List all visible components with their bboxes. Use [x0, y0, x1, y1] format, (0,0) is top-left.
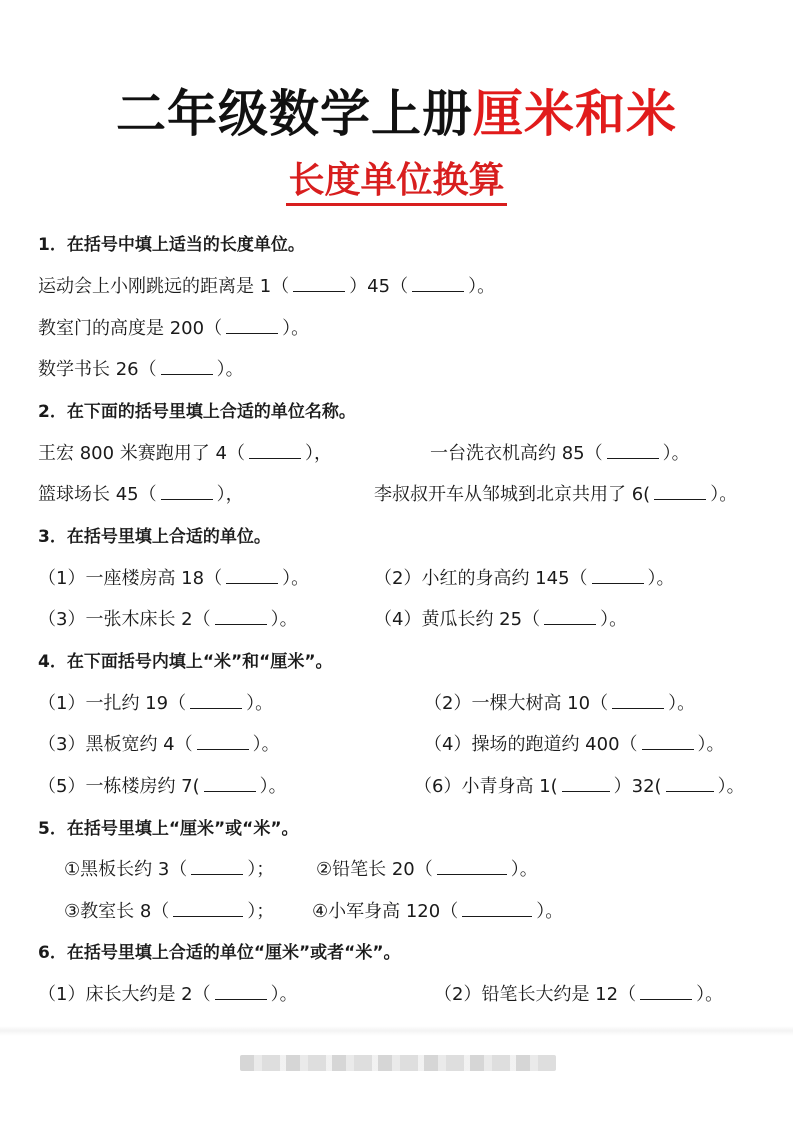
q3-text: （1）一座楼房高 18（ — [38, 568, 223, 589]
q1-text: ）。 — [468, 276, 496, 297]
q2-text: 一台洗衣机高约 85（ — [430, 443, 603, 464]
q5-text: ）； — [247, 859, 275, 880]
q5-text: ）。 — [510, 859, 538, 880]
q6-heading: 6．在括号里填上合适的单位“厘米”或者“米”。 — [38, 943, 401, 963]
answer-blank[interactable] — [562, 777, 610, 792]
q4-text: （2）一棵大树高 10（ — [424, 693, 609, 714]
q2-text: 篮球场长 45（ — [38, 484, 157, 505]
q3-text: ）。 — [270, 609, 298, 630]
q4-text: ）。 — [668, 693, 696, 714]
q3-text: ）。 — [600, 609, 628, 630]
q4-text: ）。 — [717, 776, 745, 797]
q1-heading: 1．在括号中填上适当的长度单位。 — [38, 235, 305, 255]
answer-blank[interactable] — [190, 694, 242, 709]
blurred-watermark — [240, 1055, 556, 1071]
q3-item — [38, 607, 298, 633]
q2-text: 李叔叔开车从邹城到北京共用了 6( — [374, 484, 651, 505]
q1-text: ）。 — [282, 318, 310, 339]
answer-blank[interactable] — [592, 569, 644, 584]
q1-text: ）45（ — [349, 276, 409, 297]
answer-blank[interactable] — [161, 485, 213, 500]
q5-text: ③教室长 8（ — [64, 901, 170, 922]
q4-heading: 4．在下面括号内填上“米”和“厘米”。 — [38, 652, 333, 672]
answer-blank[interactable] — [293, 277, 345, 292]
answer-blank[interactable] — [204, 777, 256, 792]
q1-text: 运动会上小刚跳远的距离是 1（ — [38, 276, 290, 297]
q4-text: （4）操场的跑道约 400（ — [424, 734, 638, 755]
q1-line-1 — [38, 274, 495, 300]
q2-text: ）， — [216, 484, 244, 505]
q4-item — [38, 732, 280, 758]
q4-item — [424, 732, 725, 758]
q5-text: ①黑板长约 3（ — [64, 859, 188, 880]
q2-text: ）。 — [662, 443, 690, 464]
subtitle-text: 长度单位换算 — [286, 160, 506, 206]
q4-item — [414, 774, 745, 800]
q1-text: ）。 — [216, 359, 244, 380]
q3-item — [38, 566, 309, 592]
q5-text: ②铅笔长 20（ — [316, 859, 433, 880]
q2-heading: 2．在下面的括号里填上合适的单位名称。 — [38, 402, 356, 422]
q4-text: （6）小青身高 1( — [414, 776, 558, 797]
q5-item — [64, 899, 274, 925]
q2-item — [38, 482, 244, 508]
q1-line-2 — [38, 316, 309, 342]
q2-text: 王宏 800 米赛跑用了 4（ — [38, 443, 245, 464]
q5-item — [312, 899, 563, 925]
q4-item — [424, 691, 695, 717]
answer-blank[interactable] — [173, 902, 243, 917]
answer-blank[interactable] — [462, 902, 532, 917]
q3-item — [374, 607, 627, 633]
q5-item — [64, 857, 274, 883]
q2-item — [430, 441, 690, 467]
q5-text: ）； — [247, 901, 275, 922]
q4-text: （3）黑板宽约 4（ — [38, 734, 193, 755]
q4-text: ）32( — [613, 776, 662, 797]
answer-blank[interactable] — [197, 735, 249, 750]
q6-text: （1）床长大约是 2（ — [38, 984, 211, 1005]
q3-text: （4）黄瓜长约 25（ — [374, 609, 541, 630]
answer-blank[interactable] — [412, 277, 464, 292]
page-subtitle — [0, 160, 793, 206]
q4-text: ）。 — [252, 734, 280, 755]
q4-item — [38, 774, 287, 800]
answer-blank[interactable] — [640, 985, 692, 1000]
q3-text: ）。 — [647, 568, 675, 589]
answer-blank[interactable] — [226, 569, 278, 584]
q6-text: ）。 — [696, 984, 724, 1005]
answer-blank[interactable] — [161, 360, 213, 375]
q2-item — [38, 441, 332, 467]
q1-text: 教室门的高度是 200（ — [38, 318, 223, 339]
answer-blank[interactable] — [612, 694, 664, 709]
answer-blank[interactable] — [437, 860, 507, 875]
q4-item — [38, 691, 273, 717]
title-red: 厘米和米 — [473, 85, 677, 143]
answer-blank[interactable] — [607, 444, 659, 459]
q2-item — [374, 482, 737, 508]
q6-item — [38, 982, 298, 1008]
title-black: 二年级数学上册 — [116, 85, 473, 143]
answer-blank[interactable] — [226, 319, 278, 334]
q5-text: ）。 — [536, 901, 564, 922]
q4-text: ）。 — [697, 734, 725, 755]
q1-text: 数学书长 26（ — [38, 359, 157, 380]
q4-text: ）。 — [259, 776, 287, 797]
q2-text: ）。 — [710, 484, 738, 505]
q5-item — [316, 857, 538, 883]
answer-blank[interactable] — [249, 444, 301, 459]
q5-text: ④小军身高 120（ — [312, 901, 459, 922]
q1-line-3 — [38, 357, 244, 383]
answer-blank[interactable] — [215, 985, 267, 1000]
page-title — [0, 74, 793, 146]
page-fade — [0, 1022, 793, 1036]
q3-text: （2）小红的身高约 145（ — [374, 568, 588, 589]
q4-text: （1）一扎约 19（ — [38, 693, 187, 714]
q3-heading: 3．在括号里填上合适的单位。 — [38, 527, 271, 547]
q3-text: ）。 — [282, 568, 310, 589]
q3-text: （3）一张木床长 2（ — [38, 609, 211, 630]
q6-text: ）。 — [270, 984, 298, 1005]
answer-blank[interactable] — [666, 777, 714, 792]
q3-item — [374, 566, 675, 592]
answer-blank[interactable] — [215, 610, 267, 625]
q5-heading: 5．在括号里填上“厘米”或“米”。 — [38, 819, 299, 839]
answer-blank[interactable] — [642, 735, 694, 750]
answer-blank[interactable] — [191, 860, 243, 875]
q4-text: ）。 — [246, 693, 274, 714]
answer-blank[interactable] — [544, 610, 596, 625]
answer-blank[interactable] — [654, 485, 706, 500]
q4-text: （5）一栋楼房约 7( — [38, 776, 200, 797]
q6-text: （2）铅笔长大约是 12（ — [434, 984, 637, 1005]
q6-item — [434, 982, 723, 1008]
q2-text: ）， — [304, 443, 332, 464]
